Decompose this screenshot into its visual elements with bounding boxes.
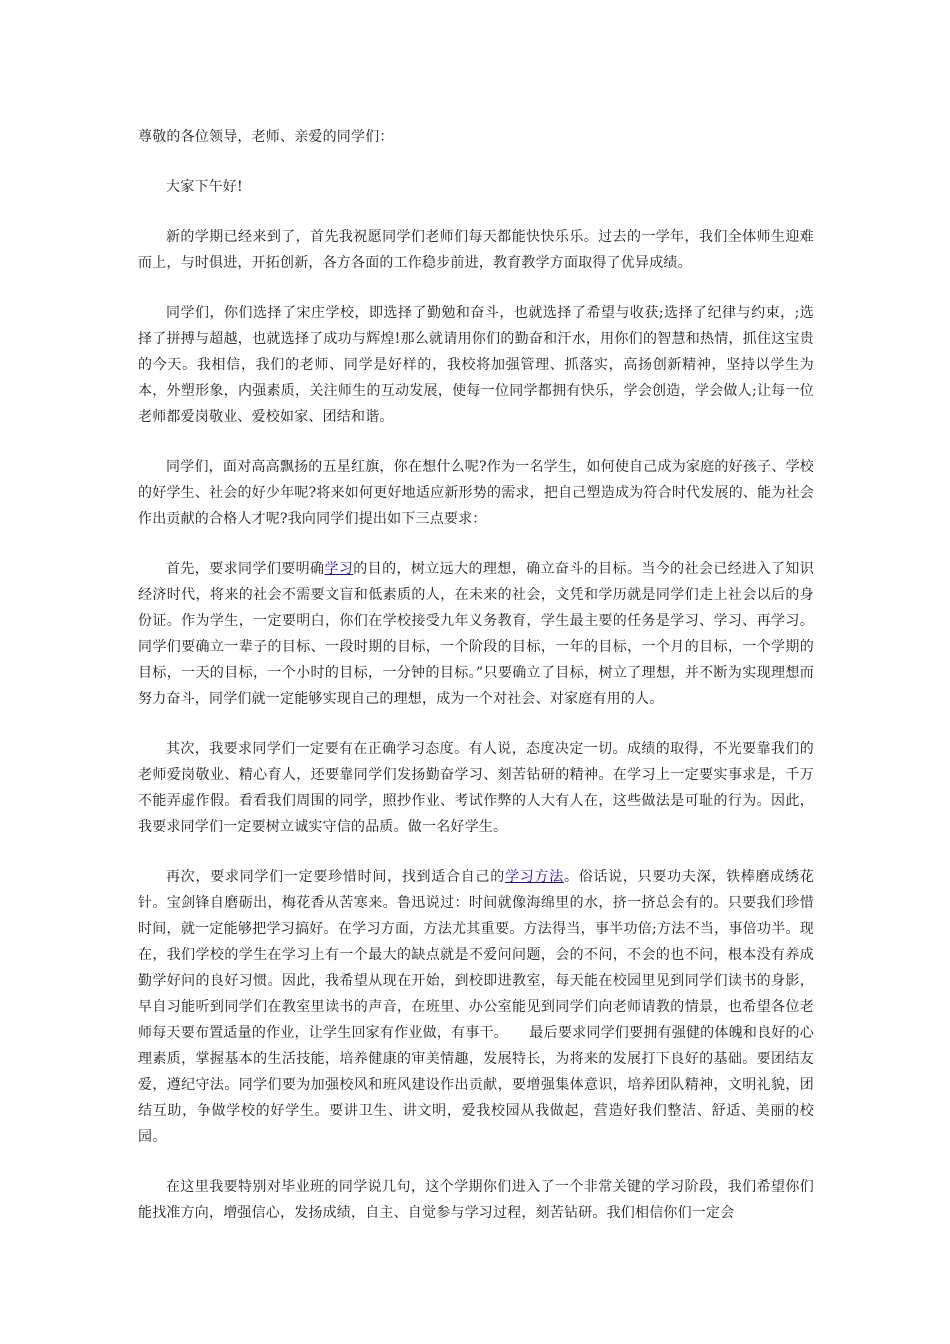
study-method-link[interactable]: 学习方法	[505, 869, 564, 885]
paragraph-4-text-b: 的目的，树立远大的理想，确立奋斗的目标。当今的社会已经进入了知识经济时代，将来的社会不需要文盲和低素质的人，在未来的社会，文凭和学历就是同学们走上社会以后的身份证。作为学生，一定要明白，你们在学校接受九年义务教育，学生最主要的任务是学习、学习、再学习。同学们要确立一辈子的目标、一段时期的目标，一个阶段的目标，一年的目标，一个月的目标，一个学期的目标，一天的目标，一个小时的目标，一分钟的目标。”只要确立了目标，树立了理想，并不断为实现理想而努力奋斗，同学们就一定能够实现自己的理想，成为一个对社会、对家庭有用的人。	[138, 561, 814, 707]
paragraph-1: 新的学期已经来到了，首先我祝愿同学们老师们每天都能快快乐乐。过去的一学年，我们全体师生迎难而上，与时俱进，开拓创新，各方各面的工作稳步前进，教育教学方面取得了优异成绩。	[138, 229, 814, 271]
paragraph-2: 同学们，你们选择了宋庄学校，即选择了勤勉和奋斗，也就选择了希望与收获;选择了纪律与约束，;选择了拼搏与超越，也就选择了成功与辉煌!那么就请用你们的勤奋和汗水，用你们的智慧和热情，抓住这宝贵的今天。我相信，我们的老师、同学是好样的，我校将加强管理、抓落实，高扬创新精神，坚持以学生为本，外塑形象，内强素质，关注师生的互动发展，使每一位同学都拥有快乐，学会创造，学会做人;让每一位老师都爱岗敬业、爱校如家、团结和谐。	[138, 305, 814, 425]
paragraph-4	[138, 556, 814, 712]
greeting: 大家下午好!	[166, 179, 243, 195]
study-link[interactable]: 学习	[324, 561, 354, 577]
salutation: 尊敬的各位领导，老师、亲爱的同学们：	[138, 129, 394, 145]
paragraph-4-text-a: 首先，要求同学们要明确	[166, 561, 325, 577]
paragraph-6	[138, 864, 814, 1150]
paragraph-3: 同学们，面对高高飘扬的五星红旗，你在想什么呢?作为一名学生，如何使自己成为家庭的好孩子、学校的好学生、社会的好少年呢?将来如何更好地适应新形势的需求，把自己塑造成为符合时代发展的、能为社会作出贡献的合格人才呢?我向同学们提出如下三点要求：	[138, 459, 814, 527]
speech-body	[138, 124, 814, 1250]
paragraph-5: 其次，我要求同学们一定要有在正确学习态度。有人说，态度决定一切。成绩的取得，不光要靠我们的老师爱岗敬业、精心育人，还要靠同学们发扬勤奋学习、刻苦钻研的精神。在学习上一定要实事求是，千万不能弄虚作假。看看我们周围的同学，照抄作业、考试作弊的人大有人在，这些做法是可耻的行为。因此，我要求同学们一定要树立诚实守信的品质。做一名好学生。	[138, 741, 814, 835]
paragraph-7: 在这里我要特别对毕业班的同学说几句，这个学期你们进入了一个非常关键的学习阶段，我们希望你们能找准方向，增强信心，发扬成绩，自主、自觉参与学习过程，刻苦钻研。我们相信你们一定会	[138, 1179, 814, 1221]
paragraph-6-text-b: 。俗话说，只要功夫深，铁棒磨成绣花针。宝剑锋自磨砺出，梅花香从苦寒来。鲁迅说过：时间就像海绵里的水，挤一挤总会有的。只要我们珍惜时间，就一定能够把学习搞好。在学习方面，方法尤其重要。方法得当，事半功倍;方法不当，事倍功半。现在，我们学校的学生在学习上有一个最大的缺点就是不爱问问题，会的不问，不会的也不问，根本没有养成勤学好问的良好习惯。因此，我希望从现在开始，到校即进教室，每天能在校园里见到同学们读书的身影，早自习能听到同学们在教室里读书的声音，在班里、办公室能见到同学们向老师请教的情景，也希望各位老师每天要布置适量的作业，让学生回家有作业做，有事干。 最后要求同学们要拥有强健的体魄和良好的心理素质，掌握基本的生活技能，培养健康的审美情趣，发展特长，为将来的发展打下良好的基础。要团结友爱，遵纪守法。同学们要为加强校风和班风建设作出贡献，要增强集体意识，培养团队精神，文明礼貌，团结互助，争做学校的好学生。要讲卫生、讲文明，爱我校园从我做起，营造好我们整洁、舒适、美丽的校园。	[138, 869, 814, 1145]
paragraph-6-text-a: 再次，要求同学们一定要珍惜时间，找到适合自己的	[166, 869, 505, 885]
